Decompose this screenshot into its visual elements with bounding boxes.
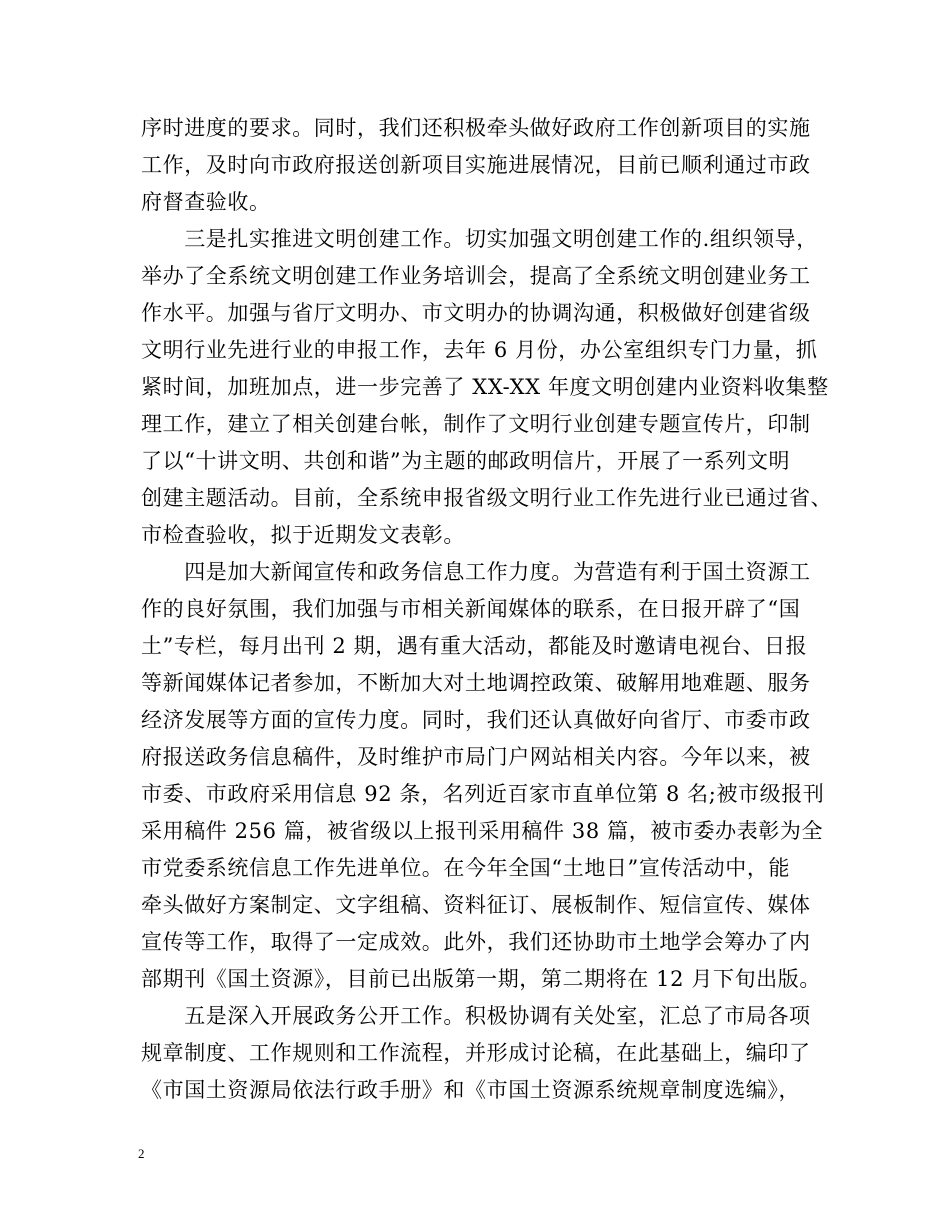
body-text-line: 作的良好氛围，我们加强与市相关新闻媒体的联系，在日报开辟了“国: [141, 597, 801, 621]
body-text-line: 四是加大新闻宣传和政务信息工作力度。为营造有利于国土资源工: [141, 560, 811, 584]
body-text-line: 作水平。加强与省厅文明办、市文明办的协调沟通，积极做好创建省级: [141, 301, 811, 325]
page-number: 2: [138, 1146, 145, 1161]
body-text-line: 创建主题活动。目前，全系统申报省级文明行业工作先进行业已通过省、: [141, 486, 833, 510]
body-text-line: 举办了全系统文明创建工作业务培训会，提高了全系统文明创建业务工: [141, 264, 811, 288]
body-text-line: 宣传等工作，取得了一定成效。此外，我们还协助市土地学会筹办了内: [141, 930, 811, 954]
body-text-line: 牵头做好方案制定、文字组稿、资料征订、展板制作、短信宣传、媒体: [141, 893, 811, 917]
body-text-line: 采用稿件 256 篇，被省级以上报刊采用稿件 38 篇，被市委办表彰为全: [141, 819, 824, 843]
body-text-line: 五是深入开展政务公开工作。积极协调有关处室，汇总了市局各项: [141, 1004, 811, 1028]
body-text-line: 规章制度、工作规则和工作流程，并形成讨论稿，在此基础上，编印了: [141, 1041, 811, 1065]
body-text-line: 理工作，建立了相关创建台帐，制作了文明行业创建专题宣传片，印制: [141, 412, 811, 436]
body-text-line: 序时进度的要求。同时，我们还积极牵头做好政府工作创新项目的实施: [141, 116, 811, 140]
body-text-line: 三是扎实推进文明创建工作。切实加强文明创建工作的.组织领导，: [141, 227, 818, 251]
body-text-line: 紧时间，加班加点，进一步完善了 XX-XX 年度文明创建内业资料收集整: [141, 375, 829, 399]
body-text-line: 工作，及时向市政府报送创新项目实施进展情况，目前已顺利通过市政: [141, 153, 811, 177]
body-text-line: 市党委系统信息工作先进单位。在今年全国“土地日”宣传活动中，能: [141, 856, 791, 880]
body-text-line: 《市国土资源局依法行政手册》和《市国土资源系统规章制度选编》，: [141, 1078, 801, 1102]
body-text-line: 部期刊《国土资源》，目前已出版第一期，第二期将在 12 月下旬出版。: [141, 967, 821, 991]
body-text-line: 经济发展等方面的宣传力度。同时，我们还认真做好向省厅、市委市政: [141, 708, 811, 732]
body-text-line: 了以“十讲文明、共创和谐”为主题的邮政明信片，开展了一系列文明: [141, 449, 791, 473]
body-text-line: 等新闻媒体记者参加，不断加大对土地调控政策、破解用地难题、服务: [141, 671, 811, 695]
body-text-line: 市委、市政府采用信息 92 条，名列近百家市直单位第 8 名;被市级报刊: [141, 782, 825, 806]
body-text-line: 文明行业先进行业的申报工作，去年 6 月份，办公室组织专门力量，抓: [141, 338, 818, 362]
body-text-line: 府报送政务信息稿件，及时维护市局门户网站相关内容。今年以来，被: [141, 745, 811, 769]
body-text-line: 市检查验收，拟于近期发文表彰。: [141, 523, 465, 547]
body-text-line: 府督查验收。: [141, 190, 271, 214]
body-text-line: 土”专栏，每月出刊 2 期，遇有重大活动，都能及时邀请电视台、日报: [141, 634, 808, 658]
